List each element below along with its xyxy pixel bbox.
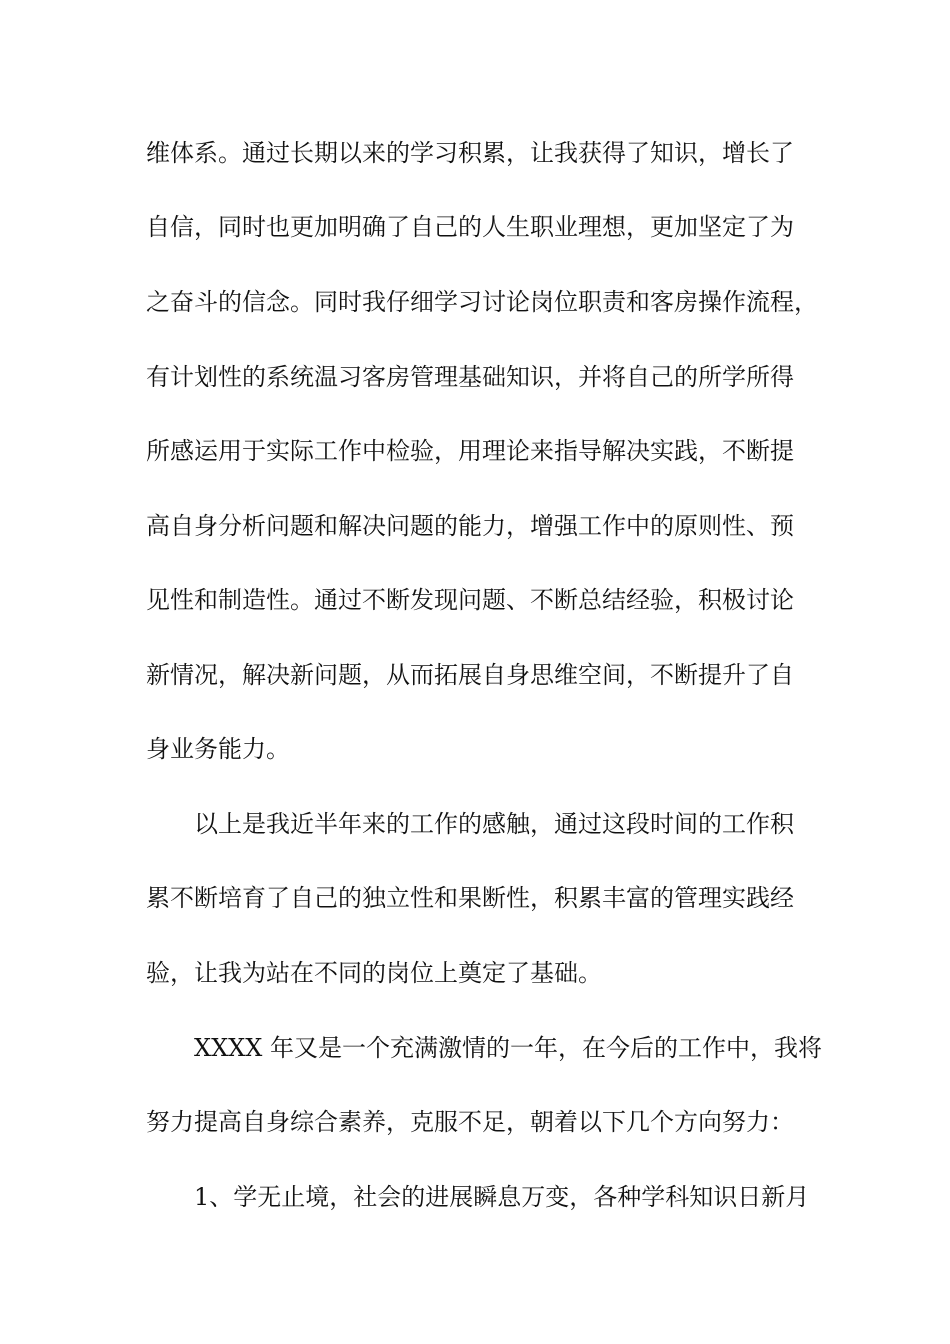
text-line: 自信，同时也更加明确了自己的人生职业理想，更加坚定了为 <box>146 213 794 241</box>
paragraph-first-line: XXXX 年又是一个充满激情的一年，在今后的工作中，我将 <box>194 1034 822 1062</box>
text-line: 见性和制造性。通过不断发现问题、不断总结经验，积极讨论 <box>146 586 794 614</box>
text-line: 高自身分析问题和解决问题的能力，增强工作中的原则性、预 <box>146 512 794 540</box>
text-line: 所感运用于实际工作中检验，用理论来指导解决实践，不断提 <box>146 437 794 465</box>
paragraph-first-line: 以上是我近半年来的工作的感触，通过这段时间的工作积 <box>194 810 794 838</box>
text-line: 新情况，解决新问题，从而拓展自身思维空间，不断提升了自 <box>146 661 794 689</box>
text-line: 验，让我为站在不同的岗位上奠定了基础。 <box>146 959 602 987</box>
text-line: 累不断培育了自己的独立性和果断性，积累丰富的管理实践经 <box>146 884 794 912</box>
text-line: 之奋斗的信念。同时我仔细学习讨论岗位职责和客房操作流程， <box>146 288 818 316</box>
text-line: 身业务能力。 <box>146 735 290 763</box>
text-line: 有计划性的系统温习客房管理基础知识，并将自己的所学所得 <box>146 363 794 391</box>
text-line: 努力提高自身综合素养，克服不足，朝着以下几个方向努力： <box>146 1108 794 1136</box>
text-line: 维体系。通过长期以来的学习积累，让我获得了知识，增长了 <box>146 139 794 167</box>
paragraph-first-line: 1、学无止境，社会的进展瞬息万变，各种学科知识日新月 <box>194 1183 810 1211</box>
